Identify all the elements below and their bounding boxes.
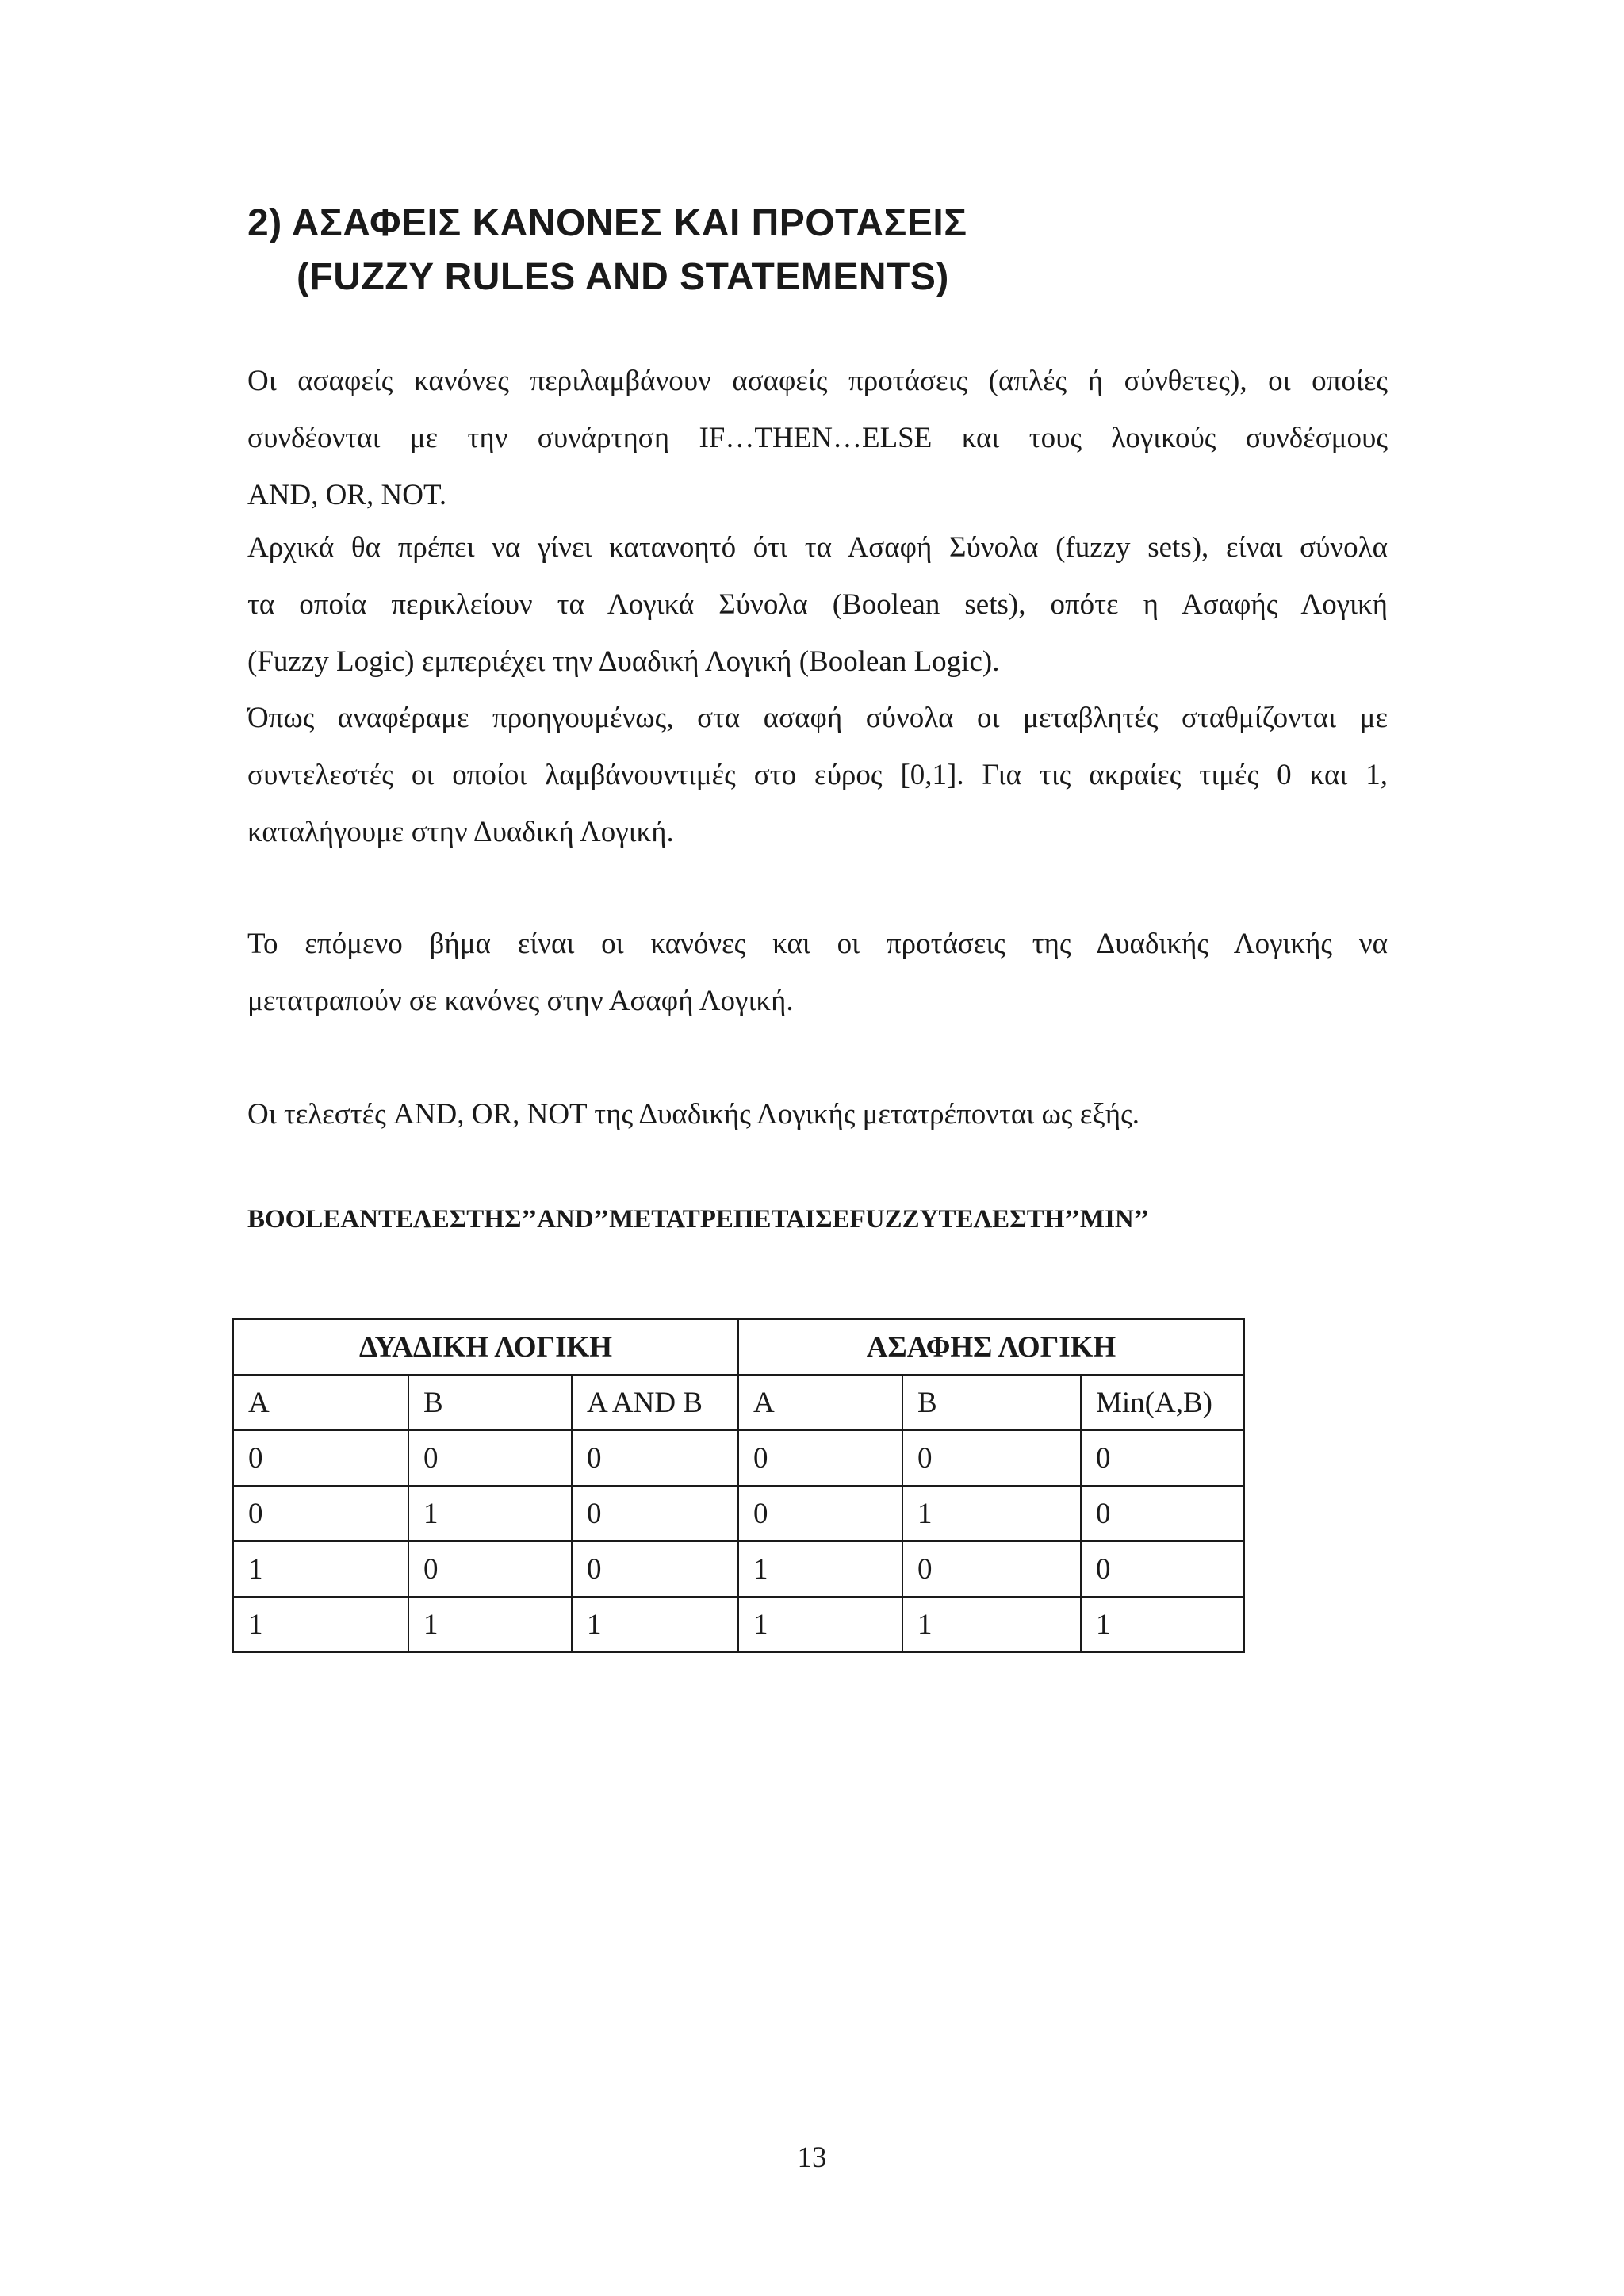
text-line: Οι ασαφείς κανόνες περιλαμβάνουν ασαφείς προτάσεις (απλές ή σύνθετες), οι οποίες [247, 365, 1388, 397]
paragraph-fuzzy-rules [247, 353, 1388, 524]
table-cell: 1 [233, 1597, 408, 1652]
text-line: Αρχικά θα πρέπει να γίνει κατανοητό ότι τα Ασαφή Σύνολα (fuzzy sets), είναι σύνολα [247, 531, 1388, 564]
table-cell: 0 [1081, 1486, 1244, 1541]
text-line: Όπως αναφέραμε προηγουμένως, στα ασαφή σύνολα οι μεταβλητές σταθμίζονται με [247, 702, 1388, 734]
table-cell: 0 [572, 1486, 738, 1541]
table-caption: BOOLEANΤΕΛΕΣΤΗΣ’’AND’’ΜΕΤΑΤΡΕΠΕΤΑΙΣΕFUZZYΤΕΛΕΣΤΗ’’MIN’’ [247, 1205, 1150, 1234]
table-cell: 1 [408, 1486, 572, 1541]
text-line: συντελεστές οι οποίοι λαμβάνουντιμές στο εύρος [0,1]. Για τις ακραίες τιμές 0 και 1, [247, 759, 1388, 791]
heading-line-greek: 2) ΑΣΑΦΕΙΣ ΚΑΝΟΝΕΣ ΚΑΙ ΠΡΟΤΑΣΕΙΣ [247, 202, 967, 244]
truth-table [232, 1318, 1245, 1653]
table-row [233, 1597, 1244, 1652]
text-line: τα οποία περικλείουν τα Λογικά Σύνολα (Boolean sets), οπότε η Ασαφής Λογική [247, 588, 1388, 621]
table-cell: 0 [408, 1541, 572, 1597]
table-cell: 0 [233, 1430, 408, 1486]
table-cell: 1 [1081, 1597, 1244, 1652]
text-line: Οι τελεστές AND, OR, NOT της Δυαδικής Λογικής μετατρέπονται ως εξής. [247, 1098, 1139, 1131]
text-line: καταλήγουμε στην Δυαδική Λογική. [247, 816, 674, 848]
table-cell: 1 [738, 1597, 902, 1652]
table-cell: 0 [572, 1430, 738, 1486]
table-cell: 0 [233, 1486, 408, 1541]
table-cell: 0 [572, 1541, 738, 1597]
paragraph-next-step [247, 916, 1388, 1030]
text-line: (Fuzzy Logic) εμπεριέχει την Δυαδική Λογική (Boolean Logic). [247, 645, 1000, 678]
table-cell: 1 [572, 1597, 738, 1652]
table-cell: 0 [738, 1430, 902, 1486]
column-header: B [902, 1375, 1081, 1430]
table-cell: 0 [1081, 1541, 1244, 1597]
table-cell: 1 [738, 1541, 902, 1597]
section-heading [247, 197, 967, 304]
table-column-header-row [233, 1375, 1244, 1430]
column-header: A AND B [572, 1375, 738, 1430]
text-line: μετατραπούν σε κανόνες στην Ασαφή Λογική. [247, 985, 794, 1017]
column-header: B [408, 1375, 572, 1430]
table-cell: 1 [233, 1541, 408, 1597]
table-cell: 1 [408, 1597, 572, 1652]
text-line: Το επόμενο βήμα είναι οι κανόνες και οι προτάσεις της Δυαδικής Λογικής να [247, 928, 1388, 960]
table-group-header-row [233, 1319, 1244, 1375]
column-header: Min(A,B) [1081, 1375, 1244, 1430]
paragraph-coefficients [247, 690, 1388, 861]
table-cell: 0 [408, 1430, 572, 1486]
table-row [233, 1541, 1244, 1597]
table-cell: 1 [902, 1486, 1081, 1541]
group-header-fuzzy: ΑΣΑΦΗΣ ΛΟΓΙΚΗ [738, 1319, 1244, 1375]
table-cell: 0 [1081, 1430, 1244, 1486]
table-row [233, 1430, 1244, 1486]
paragraph-operators [247, 1086, 1388, 1143]
text-line: συνδέονται με την συνάρτηση IF…THEN…ELSE και τους λογικούς συνδέσμους [247, 422, 1388, 454]
table-cell: 1 [902, 1597, 1081, 1652]
table-cell: 0 [902, 1430, 1081, 1486]
page-number: 13 [797, 2141, 827, 2174]
column-header: A [738, 1375, 902, 1430]
column-header: A [233, 1375, 408, 1430]
paragraph-fuzzy-sets [247, 519, 1388, 691]
text-line: AND, OR, NOT. [247, 479, 447, 511]
heading-line-english: (FUZZY RULES AND STATEMENTS) [297, 256, 949, 298]
table-cell: 0 [902, 1541, 1081, 1597]
table-row [233, 1486, 1244, 1541]
table-cell: 0 [738, 1486, 902, 1541]
group-header-boolean: ΔΥΑΔΙΚΗ ΛΟΓΙΚΗ [233, 1319, 738, 1375]
